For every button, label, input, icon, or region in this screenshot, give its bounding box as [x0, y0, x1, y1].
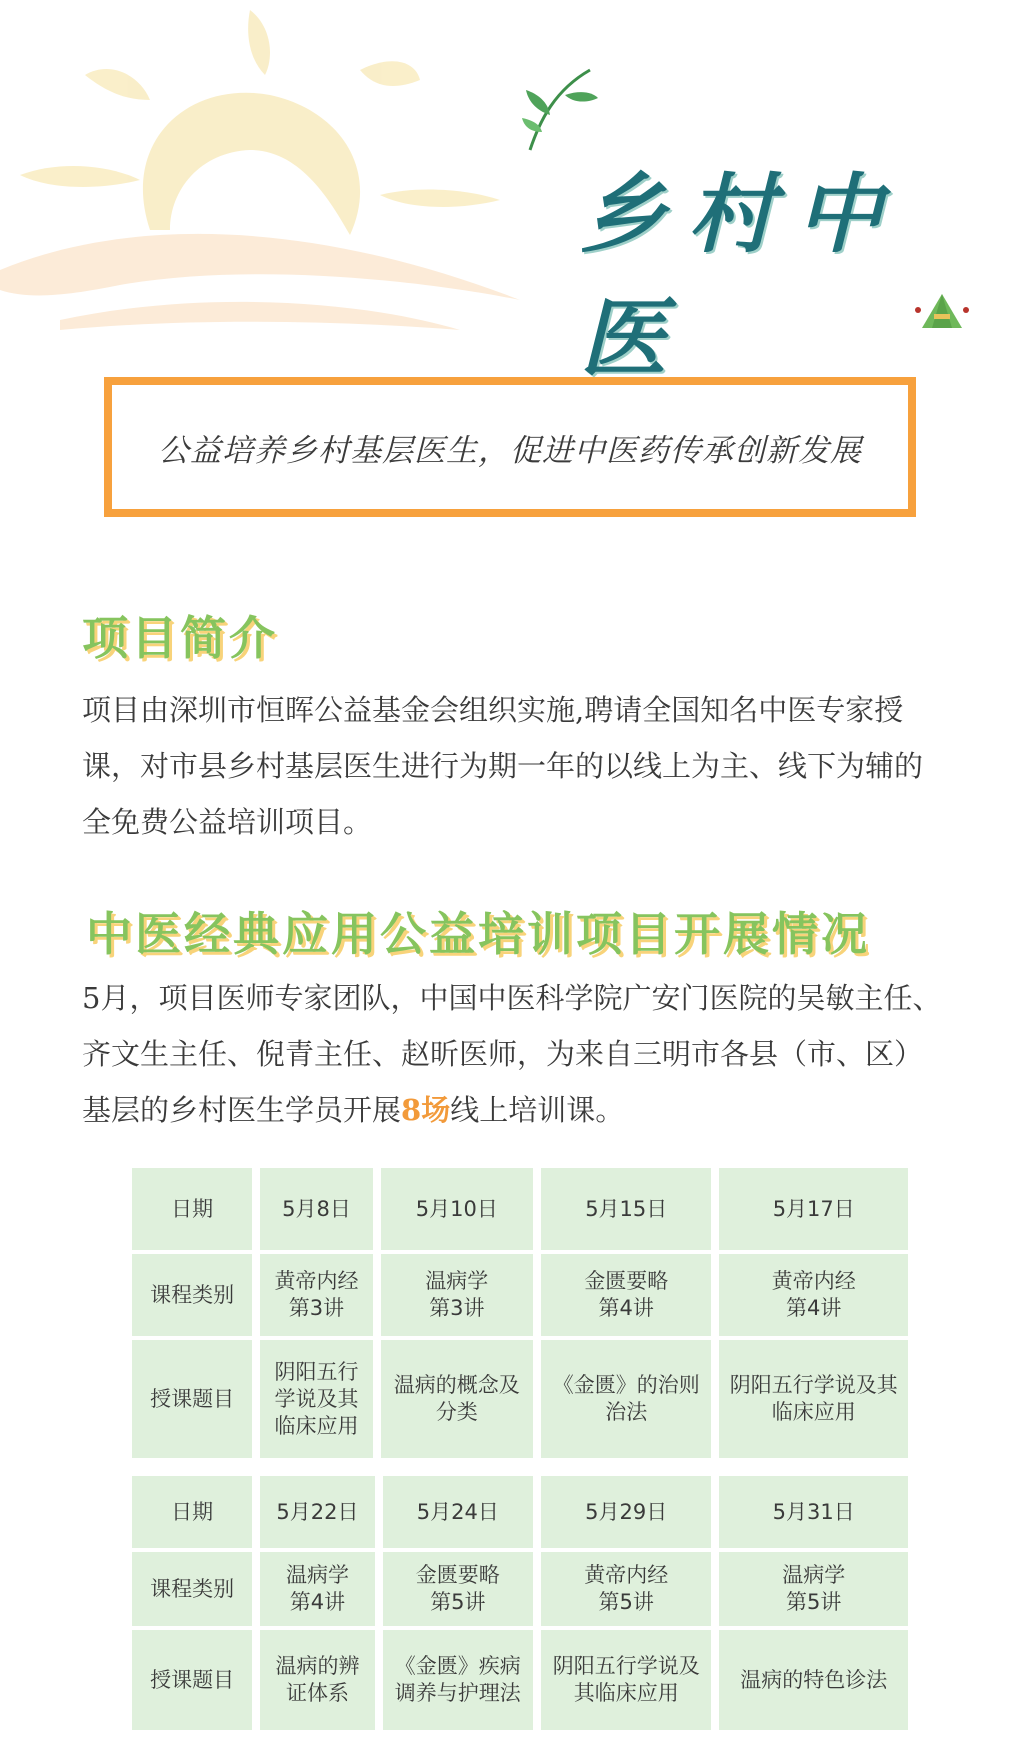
schedule-cell-category: [381, 1254, 533, 1336]
schedule-cell-date: [719, 1168, 908, 1250]
schedule-table-1: [124, 1164, 916, 1462]
cell-line: 黄帝内经: [584, 1563, 669, 1587]
schedule-table-2: [124, 1472, 916, 1734]
cell-line: 温病学: [285, 1563, 349, 1587]
cell-line: 《金匮》疾病: [394, 1654, 521, 1678]
row-label-category: 课程类别: [132, 1254, 252, 1336]
schedule-cell-date: [260, 1168, 372, 1250]
schedule-cell-topic: [383, 1630, 533, 1730]
cell-line: 5月22日: [276, 1499, 359, 1524]
cell-line: 证体系: [285, 1681, 349, 1705]
schedule-cell-topic: [381, 1340, 533, 1458]
schedule-cell-date: [260, 1476, 374, 1548]
schedule-cell-category: [260, 1552, 374, 1626]
schedule-cell-category: [719, 1552, 908, 1626]
schedule-cell-date: [383, 1476, 533, 1548]
cell-line: 5月8日: [282, 1196, 351, 1221]
row-label-date: 日期: [132, 1168, 252, 1250]
cell-line: 学说及其: [274, 1386, 359, 1411]
cell-line: 黄帝内经: [274, 1269, 359, 1293]
cell-line: 5月24日: [416, 1499, 499, 1524]
schedule-cell-topic: [260, 1340, 372, 1458]
schedule-cell-topic: [719, 1340, 908, 1458]
cell-line: 调养与护理法: [394, 1681, 521, 1705]
row-label-category: 课程类别: [132, 1552, 252, 1626]
slogan-text: 公益培养乡村基层医生，促进中医药传承创新发展: [158, 432, 862, 469]
cell-line: 5月10日: [415, 1196, 498, 1221]
session-count-highlight: 8场: [401, 1093, 451, 1127]
cell-line: 第5讲: [786, 1590, 842, 1614]
intro-heading: 项目简介: [82, 611, 278, 665]
cell-line: 治法: [605, 1400, 648, 1424]
schedule-cell-category: [719, 1254, 908, 1336]
cell-line: 温病学: [425, 1269, 489, 1293]
cell-line: 阴阳五行: [274, 1359, 359, 1384]
cell-line: 临床应用: [771, 1400, 856, 1424]
cell-line: 第5讲: [430, 1590, 486, 1614]
schedule-cell-topic: [719, 1630, 908, 1730]
cell-line: 金匮要略: [415, 1563, 500, 1587]
schedule-cell-date: [719, 1476, 908, 1548]
cell-line: 温病的特色诊法: [740, 1667, 888, 1692]
cell-line: 5月31日: [772, 1499, 855, 1524]
cell-line: 第5讲: [598, 1590, 654, 1614]
cell-line: 金匮要略: [584, 1269, 669, 1293]
intro-paragraph: 项目由深圳市恒晖公益基金会组织实施,聘请全国知名中医专家授课，对市县乡村基层医生进行为期一年的以线上为主、线下为辅的全免费公益培训项目。: [82, 693, 924, 839]
cell-line: 温病的概念及: [393, 1373, 520, 1397]
schedule-cell-topic: [260, 1630, 374, 1730]
status-text-after: 线上培训课。: [450, 1093, 625, 1127]
page-title: 乡村中医: [580, 164, 904, 389]
schedule-cell-date: [541, 1168, 711, 1250]
row-label-date: 日期: [132, 1476, 252, 1548]
schedule-cell-topic: [541, 1340, 711, 1458]
row-label-topic: 授课题目: [132, 1630, 252, 1730]
title-area: [520, 60, 980, 389]
sun-cloud-decoration: [0, 0, 560, 340]
cell-line: 黄帝内经: [771, 1269, 856, 1293]
cell-line: 《金匮》的治则: [552, 1373, 700, 1397]
cell-line: 温病的辨: [275, 1654, 360, 1678]
cell-line: 分类: [435, 1400, 478, 1424]
cell-line: 第4讲: [598, 1296, 654, 1320]
schedule-cell-category: [541, 1552, 711, 1626]
cell-line: 第4讲: [289, 1590, 346, 1614]
cell-line: 5月15日: [585, 1196, 668, 1221]
cell-line: 5月29日: [585, 1499, 668, 1524]
status-paragraph: [82, 970, 942, 1138]
cell-line: 临床应用: [274, 1413, 359, 1438]
row-label-topic: 授课题目: [132, 1340, 252, 1458]
cell-line: 5月17日: [772, 1196, 855, 1221]
cell-line: 其临床应用: [573, 1681, 679, 1705]
status-heading: 中医经典应用公益培训项目开展情况: [86, 907, 870, 961]
schedule-cell-date: [381, 1168, 533, 1250]
schedule-cell-date: [541, 1476, 711, 1548]
cell-line: 温病学: [782, 1563, 846, 1587]
status-text-before: 5月，项目医师专家团队，中国中医科学院广安门医院的吴敏主任、齐文生主任、倪青主任、赵昕医师，为来自三明市各县（市、区）基层的乡村医生学员开展: [82, 981, 942, 1127]
slogan-box: [104, 377, 916, 517]
schedule-cell-category: [260, 1254, 372, 1336]
cell-line: 第3讲: [288, 1296, 345, 1320]
cell-line: 第4讲: [786, 1296, 842, 1320]
cell-line: 阴阳五行学说及: [552, 1654, 700, 1678]
cell-line: 第3讲: [429, 1296, 485, 1320]
cell-line: 阴阳五行学说及其: [729, 1373, 898, 1397]
zongzi-icon: [912, 288, 972, 338]
schedule-cell-category: [383, 1552, 533, 1626]
schedule-cell-category: [541, 1254, 711, 1336]
schedule-cell-topic: [541, 1630, 711, 1730]
